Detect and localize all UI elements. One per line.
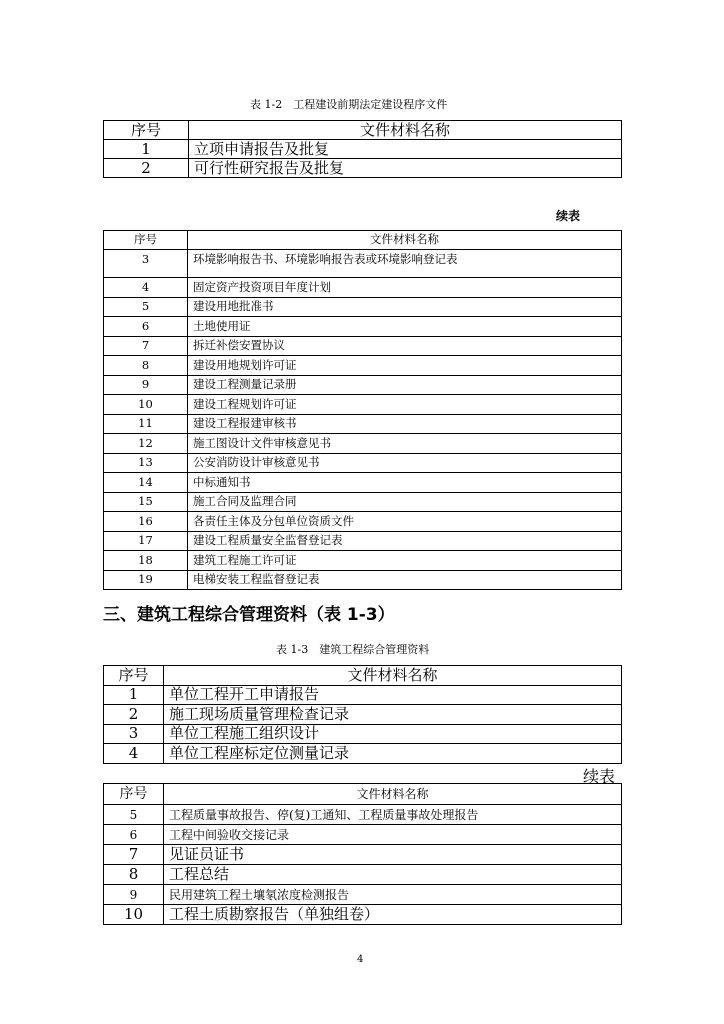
row-name: 单位工程开工申请报告 [164,685,622,705]
table-row [104,414,622,434]
table-row [104,375,622,395]
row-name: 工程中间验收交接记录 [164,825,622,845]
table-row [104,705,622,725]
row-no: 5 [104,805,164,825]
table-row [104,336,622,356]
row-no: 14 [104,473,188,493]
table-row [104,297,622,317]
row-no: 17 [104,531,188,551]
row-name: 环境影响报告书、环境影响报告表或环境影响登记表 [188,250,622,278]
table-row [104,825,622,845]
row-no: 3 [104,724,164,744]
row-no: 6 [104,825,164,845]
header-name: 文件材料名称 [188,231,622,250]
table-row [104,250,622,278]
table-row [104,434,622,454]
row-name: 建筑工程施工许可证 [188,551,622,571]
row-no: 2 [104,705,164,725]
page-number: 4 [357,954,364,965]
row-no: 16 [104,512,188,532]
row-no: 1 [104,140,189,159]
row-name: 单位工程座标定位测量记录 [164,744,622,764]
table-header-row [104,121,622,140]
row-name: 见证员证书 [164,845,622,865]
table-1-2-caption: 表 1-2 工程建设前期法定建设程序文件 [250,98,448,111]
table-row [104,278,622,298]
row-no: 8 [104,356,188,376]
table-row [104,570,622,590]
row-name: 建设工程报建审核书 [188,414,622,434]
row-name: 土地使用证 [188,317,622,337]
table-row [104,724,622,744]
header-no: 序号 [104,666,164,686]
table-row [104,744,622,764]
table-header-row [104,666,622,686]
table-row [104,905,622,925]
row-name: 立项申请报告及批复 [189,140,622,159]
row-no: 9 [104,885,164,905]
table-header-row [104,784,622,805]
table-row [104,473,622,493]
row-no: 7 [104,336,188,356]
row-no: 11 [104,414,188,434]
row-name: 公安消防设计审核意见书 [188,453,622,473]
row-no: 15 [104,492,188,512]
header-name: 文件材料名称 [189,121,622,140]
row-no: 5 [104,297,188,317]
table-row [104,845,622,865]
row-no: 10 [104,395,188,415]
row-name: 各责任主体及分包单位资质文件 [188,512,622,532]
row-no: 2 [104,159,189,178]
table-row [104,551,622,571]
row-no: 13 [104,453,188,473]
row-no: 7 [104,845,164,865]
table-row [104,512,622,532]
row-name: 施工合同及监理合同 [188,492,622,512]
row-no: 10 [104,905,164,925]
row-no: 4 [104,278,188,298]
row-no: 1 [104,685,164,705]
row-name: 拆迁补偿安置协议 [188,336,622,356]
row-no: 3 [104,250,188,278]
table-row [104,453,622,473]
header-name: 文件材料名称 [164,784,622,805]
table-row [104,531,622,551]
row-name: 固定资产投资项目年度计划 [188,278,622,298]
continued-label: 续表 [556,209,581,223]
row-no: 6 [104,317,188,337]
table-row [104,805,622,825]
header-name: 文件材料名称 [164,666,622,686]
row-name: 建设工程规划许可证 [188,395,622,415]
row-no: 9 [104,375,188,395]
row-name: 民用建筑工程土壤氡浓度检测报告 [164,885,622,905]
table-row [104,140,622,159]
header-no: 序号 [104,784,164,805]
table-row [104,317,622,337]
section-heading: 三、建筑工程综合管理资料（表 1-3） [103,605,395,625]
row-name: 单位工程施工组织设计 [164,724,622,744]
row-no: 18 [104,551,188,571]
table-row [104,685,622,705]
row-name: 中标通知书 [188,473,622,493]
continued-label: 续表 [583,767,616,786]
row-name: 施工现场质量管理检查记录 [164,705,622,725]
row-no: 19 [104,570,188,590]
table-row [104,395,622,415]
row-name: 建设工程测量记录册 [188,375,622,395]
header-no: 序号 [104,231,188,250]
table-1-2 [103,120,622,178]
row-name: 工程质量事故报告、停(复)工通知、工程质量事故处理报告 [164,805,622,825]
row-name: 工程总结 [164,865,622,885]
table-row [104,356,622,376]
table-row [104,492,622,512]
table-row [104,865,622,885]
row-name: 建设用地批准书 [188,297,622,317]
row-name: 建设工程质量安全监督登记表 [188,531,622,551]
row-name: 工程土质勘察报告（单独组卷） [164,905,622,925]
header-no: 序号 [104,121,189,140]
table-header-row [104,231,622,250]
table-1-2-continued [103,230,622,590]
row-name: 施工图设计文件审核意见书 [188,434,622,454]
row-no: 4 [104,744,164,764]
table-1-3-continued [103,783,622,925]
row-name: 建设用地规划许可证 [188,356,622,376]
row-no: 12 [104,434,188,454]
row-name: 可行性研究报告及批复 [189,159,622,178]
table-row [104,885,622,905]
row-no: 8 [104,865,164,885]
table-1-3 [103,665,622,764]
table-1-3-caption: 表 1-3 建筑工程综合管理资料 [276,643,430,656]
row-name: 电梯安装工程监督登记表 [188,570,622,590]
table-row [104,159,622,178]
